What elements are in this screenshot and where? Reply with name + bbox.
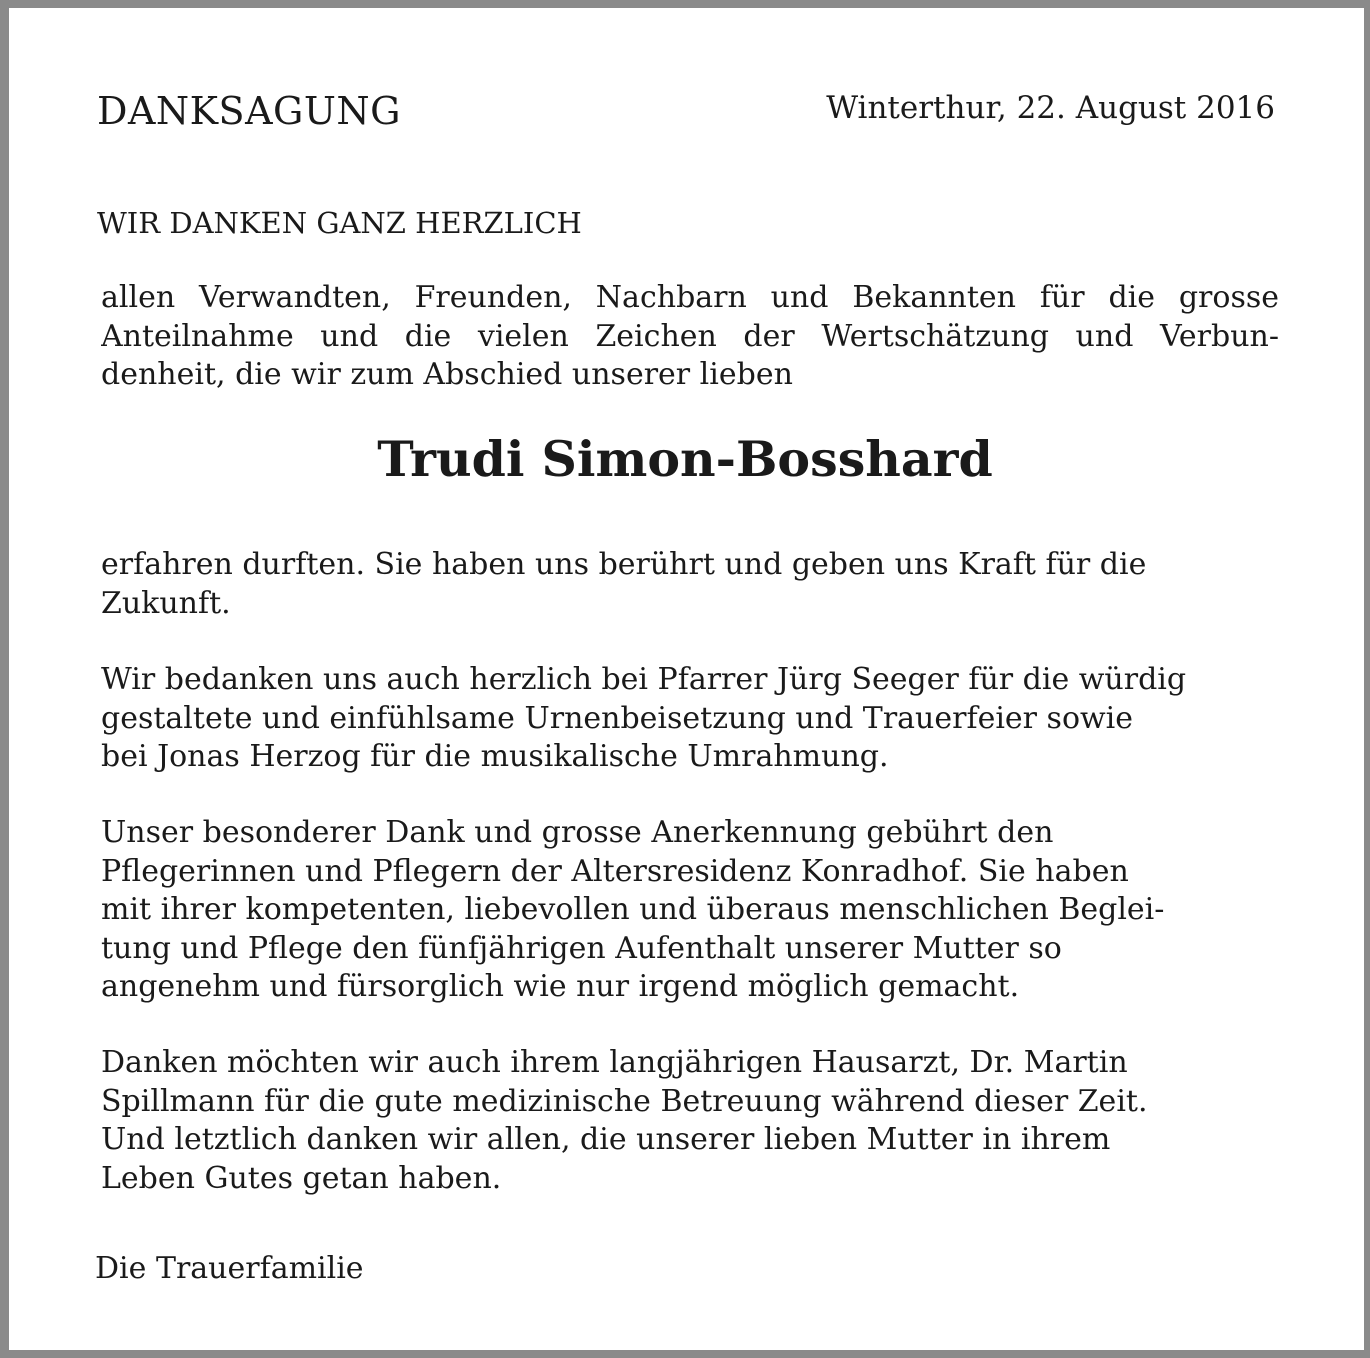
care-paragraph — [101, 814, 1279, 1007]
page-title: DANKSAGUNG — [97, 89, 402, 133]
paragraph-line: allen Verwandten, Freunden, Nachbarn und Bekannten für die grosse — [101, 280, 1279, 315]
paragraph-line: mit ihrer kompetenten, liebevollen und überaus menschlichen Beglei- — [101, 892, 1165, 927]
header — [97, 86, 1275, 136]
pastor-paragraph — [101, 661, 1279, 777]
paragraph-line: Danken möchten wir auch ihrem langjährigen Hausarzt, Dr. Martin — [101, 1045, 1128, 1080]
intro-paragraph — [101, 279, 1279, 395]
paragraph-line: Wir bedanken uns auch herzlich bei Pfarrer Jürg Seeger für die würdig — [101, 662, 1187, 697]
subheading: WIR DANKEN GANZ HERZLICH — [97, 206, 582, 240]
deceased-name: Trudi Simon-Bosshard — [377, 430, 993, 488]
paragraph-line: angenehm und fürsorglich wie nur irgend möglich gemacht. — [101, 969, 1020, 1004]
doctor-paragraph — [101, 1044, 1279, 1198]
after-name-paragraph — [101, 546, 1279, 623]
place-date: Winterthur, 22. August 2016 — [826, 90, 1275, 126]
paragraph-line: Unser besonderer Dank und grosse Anerkennung gebührt den — [101, 815, 1054, 850]
paragraph-line: Zukunft. — [101, 585, 231, 621]
paragraph-line: erfahren durften. Sie haben uns berührt und geben uns Kraft für die — [101, 547, 1147, 582]
paragraph-line: Spillmann für die gute medizinische Betreuung während dieser Zeit. — [101, 1083, 1148, 1119]
paragraph-line: Leben Gutes getan haben. — [101, 1160, 502, 1196]
paragraph-line: denheit, die wir zum Abschied unserer lieben — [101, 357, 793, 392]
paragraph-line: gestaltete und einfühlsame Urnenbeisetzung und Trauerfeier sowie — [101, 700, 1134, 736]
paragraph-line: bei Jonas Herzog für die musikalische Umrahmung. — [101, 739, 889, 774]
signature: Die Trauerfamilie — [95, 1251, 364, 1286]
paragraph-line: Und letztlich danken wir allen, die unserer lieben Mutter in ihrem — [101, 1122, 1111, 1157]
paragraph-line: Pflegerinnen und Pflegern der Altersresidenz Konradhof. Sie haben — [101, 853, 1129, 889]
paragraph-line: Anteilnahme und die vielen Zeichen der Wertschätzung und Verbun- — [101, 318, 1279, 354]
paragraph-line: tung und Pflege den fünfjährigen Aufenthalt unserer Mutter so — [101, 930, 1062, 966]
